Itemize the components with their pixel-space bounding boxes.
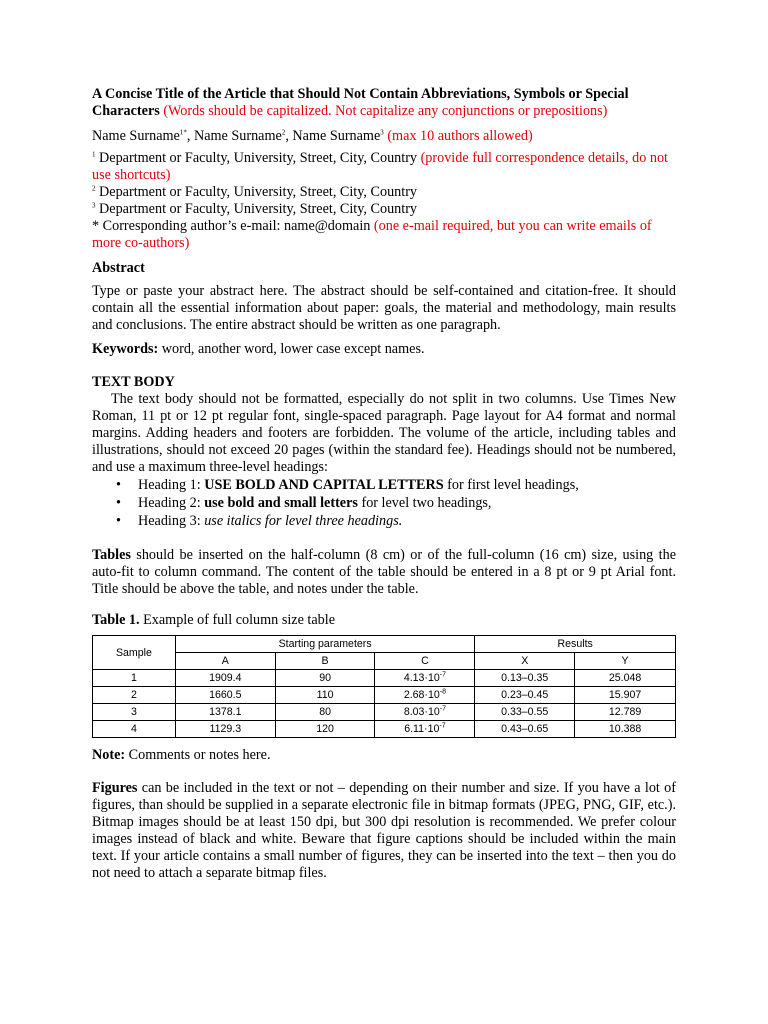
- cell-c-base: 4.13·10: [403, 672, 440, 684]
- bullet-2-prefix: Heading 2:: [138, 495, 205, 511]
- header-sample: Sample: [93, 636, 176, 670]
- cell-b: 120: [275, 721, 375, 738]
- list-item-heading-2: [138, 494, 676, 512]
- header-starting-parameters: Starting parameters: [175, 636, 474, 653]
- affiliation-3-sup: 3: [92, 201, 96, 210]
- table-note: [92, 747, 676, 764]
- bullet-1-styled: USE BOLD AND CAPITAL LETTERS: [204, 477, 444, 493]
- cell-a: 1660.5: [175, 687, 275, 704]
- note-label: Note:: [92, 747, 126, 763]
- cell-b: 110: [275, 687, 375, 704]
- cell-a: 1378.1: [175, 704, 275, 721]
- cell-y: 15.907: [575, 687, 676, 704]
- tables-label: Tables: [92, 547, 131, 563]
- corresponding-text: * Corresponding author’s e-mail: name@domain: [92, 218, 371, 234]
- author-1: Name Surname: [92, 128, 180, 144]
- title-text: A Concise Title of the Article that Should Not Contain Abbreviations, Symbols or Special Characters: [92, 86, 629, 119]
- table-caption: [92, 612, 676, 629]
- cell-x: 0.23–0.45: [475, 687, 575, 704]
- cell-b: 90: [275, 670, 375, 687]
- cell-c: [375, 687, 475, 704]
- figures-text: can be included in the text or not – depending on their number and size. If you have a lot of figures, than should be supplied in a separate electronic file in bitmap formats (JPEG, PNG, GIF, etc.). Bitmap images should be at least 150 dpi, but 300 dpi resolution is recommended. We prefer colour images instead of black and white. Beware that figure captions should be included within the main text. If your article contains a small number of figures, they can be inserted into the text – then you do not need to attach a separate bitmap files.: [92, 780, 676, 881]
- affiliation-1: [92, 150, 676, 184]
- text-body-heading: TEXT BODY: [92, 374, 175, 390]
- affiliation-3-text: Department or Faculty, University, Street, City, Country: [95, 201, 418, 217]
- cell-b: 80: [275, 704, 375, 721]
- table-header-row: [93, 636, 676, 653]
- corresponding-note: (one e-mail required, but you can write emails of more co-authors): [92, 218, 652, 251]
- bullet-2-suffix: for level two headings,: [357, 495, 492, 511]
- affiliation-1-note: (provide full correspondence details, do not use shortcuts): [92, 150, 668, 183]
- table-row: [93, 670, 676, 687]
- cell-c-base: 8.03·10: [403, 706, 440, 718]
- bullet-2-styled: use bold and small letters: [204, 495, 358, 511]
- list-item-heading-3: [138, 512, 676, 530]
- cell-y: 12.789: [575, 704, 676, 721]
- table-subheader-row: [93, 653, 676, 670]
- cell-sample: 4: [93, 721, 176, 738]
- cell-a: 1129.3: [175, 721, 275, 738]
- author-3-sup: 3: [380, 128, 384, 137]
- affiliation-1-sup: 1: [92, 150, 96, 159]
- cell-c-exp: -8: [439, 688, 446, 696]
- author-1-sup: 1*: [179, 128, 187, 137]
- cell-y: 10.388: [575, 721, 676, 738]
- cell-c: [375, 670, 475, 687]
- affiliation-1-text: Department or Faculty, University, Street, City, Country: [95, 150, 418, 166]
- cell-a: 1909.4: [175, 670, 275, 687]
- figures-label: Figures: [92, 780, 138, 796]
- bullet-1-suffix: for first level headings,: [443, 477, 579, 493]
- bullet-1-prefix: Heading 1:: [138, 477, 205, 493]
- bullet-3-prefix: Heading 3:: [138, 513, 205, 529]
- corresponding-author: [92, 218, 676, 252]
- affiliation-2-sup: 2: [92, 184, 96, 193]
- author-2: , Name Surname: [186, 128, 282, 144]
- tables-paragraph: [92, 547, 676, 598]
- heading-levels-list: [92, 476, 676, 530]
- header-col-b: B: [275, 653, 375, 670]
- title-note: (Words should be capitalized. Not capitalize any conjunctions or prepositions): [163, 103, 608, 119]
- header-results: Results: [475, 636, 676, 653]
- cell-sample: 1: [93, 670, 176, 687]
- affiliation-2: [92, 184, 676, 201]
- header-col-a: A: [175, 653, 275, 670]
- cell-c: [375, 721, 475, 738]
- table-caption-text: Example of full column size table: [139, 612, 335, 628]
- cell-c-exp: -7: [439, 705, 446, 713]
- cell-c-base: 6.11·10: [404, 723, 440, 735]
- cell-c-exp: -7: [439, 722, 446, 730]
- table-row: [93, 687, 676, 704]
- table-caption-label: Table 1.: [92, 612, 140, 628]
- keywords-text: word, another word, lower case except names.: [158, 341, 425, 357]
- abstract-heading: Abstract: [92, 260, 145, 276]
- header-col-c: C: [375, 653, 475, 670]
- bullet-3-styled: use italics for level three headings.: [204, 513, 403, 529]
- authors-note: (max 10 authors allowed): [387, 128, 533, 144]
- header-col-x: X: [475, 653, 575, 670]
- cell-c-base: 2.68·10: [403, 689, 440, 701]
- list-item-heading-1: [138, 476, 676, 494]
- affiliation-2-text: Department or Faculty, University, Street, City, Country: [95, 184, 418, 200]
- author-3: , Name Surname: [285, 128, 381, 144]
- article-title: [92, 86, 676, 120]
- figures-paragraph: [92, 780, 676, 882]
- header-col-y: Y: [575, 653, 676, 670]
- cell-c: [375, 704, 475, 721]
- results-table: [92, 635, 676, 738]
- cell-x: 0.33–0.55: [475, 704, 575, 721]
- cell-c-exp: -7: [439, 671, 446, 679]
- keywords-label: Keywords:: [92, 341, 159, 357]
- cell-sample: 2: [93, 687, 176, 704]
- document-page: [92, 86, 676, 882]
- affiliation-3: [92, 201, 676, 218]
- abstract-text: Type or paste your abstract here. The abstract should be self-contained and citation-free. It should contain all the essential information about paper: goals, the material and methodology, main results and conclusions. The entire abstract should be written as one paragraph.: [92, 283, 676, 333]
- author-list: [92, 128, 676, 145]
- table-row: [93, 704, 676, 721]
- note-text: Comments or notes here.: [125, 747, 271, 763]
- text-body-paragraph: The text body should not be formatted, especially do not split in two columns. Use Times New Roman, 11 pt or 12 pt regular font, single-spaced paragraph. Page layout for A4 format and normal margins. Adding headers and footers are forbidden. The volume of the article, including tables and illustrations, should not exceed 20 pages (within the standard fee). Headings should not be numbered, and use a maximum three-level headings:: [92, 391, 676, 475]
- cell-x: 0.13–0.35: [475, 670, 575, 687]
- cell-x: 0.43–0.65: [475, 721, 575, 738]
- tables-text: should be inserted on the half-column (8 cm) or of the full-column (16 cm) size, using the auto-fit to column command. The content of the table should be entered in a 8 pt or 9 pt Arial font. Title should be above the table, and notes under the table.: [92, 547, 676, 597]
- keywords: [92, 341, 676, 358]
- table-row: [93, 721, 676, 738]
- cell-sample: 3: [93, 704, 176, 721]
- author-2-sup: 2: [281, 128, 286, 137]
- cell-y: 25.048: [575, 670, 676, 687]
